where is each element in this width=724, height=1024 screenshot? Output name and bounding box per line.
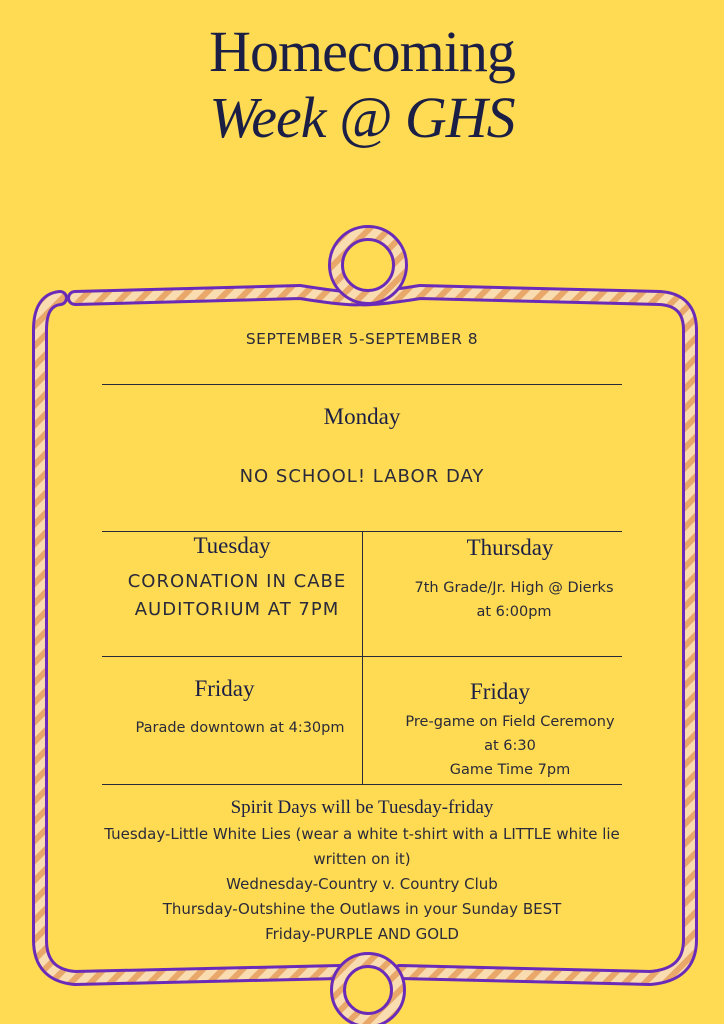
- tuesday-event-line-1: CORONATION IN CABE: [127, 571, 347, 592]
- tuesday-event: [102, 568, 372, 624]
- spirit-wednesday: Wednesday-Country v. Country Club: [226, 875, 498, 893]
- spirit-tuesday-line-2: written on it): [313, 850, 411, 868]
- date-range: SEPTEMBER 5-SEPTEMBER 8: [245, 330, 479, 348]
- monday-heading: Monday: [323, 404, 401, 429]
- tuesday-event-line-2: AUDITORIUM AT 7PM: [134, 599, 340, 620]
- friday-right-event-line-1: Pre-game on Field Ceremony: [405, 714, 615, 730]
- monday-event: NO SCHOOL! LABOR DAY: [239, 466, 485, 487]
- spirit-thursday: Thursday-Outshine the Outlaws in your Sunday BEST: [162, 900, 562, 918]
- friday-right-event-line-3: Game Time 7pm: [449, 762, 571, 778]
- thursday-heading: Thursday: [466, 535, 554, 560]
- divider-top: [102, 384, 622, 385]
- friday-left-heading: Friday: [194, 676, 255, 701]
- divider-bottom: [102, 784, 622, 785]
- tuesday-heading: Tuesday: [193, 533, 271, 558]
- thursday-event-line-1: 7th Grade/Jr. High @ Dierks: [414, 580, 614, 596]
- title-line-1: Homecoming: [209, 19, 515, 84]
- rope-top-loop-inner: [336, 233, 400, 297]
- thursday-event-line-2: at 6:00pm: [476, 604, 552, 620]
- friday-right-event: [372, 710, 648, 782]
- title-line-2: Week @ GHS: [209, 85, 515, 150]
- spirit-days-list: [40, 822, 684, 947]
- spirit-friday: Friday-PURPLE AND GOLD: [265, 925, 459, 943]
- friday-left-event: Parade downtown at 4:30pm: [135, 720, 345, 736]
- divider-mid-2: [102, 656, 622, 657]
- thursday-event: [366, 576, 662, 624]
- rope-bottom-loop-inner: [338, 960, 398, 1020]
- spirit-tuesday-line-1: Tuesday-Little White Lies (wear a white t-shirt with a LITTLE white lie: [104, 825, 620, 843]
- spirit-days-heading: Spirit Days will be Tuesday-friday: [230, 797, 494, 818]
- friday-right-heading: Friday: [469, 679, 531, 704]
- friday-right-event-line-2: at 6:30: [484, 738, 536, 754]
